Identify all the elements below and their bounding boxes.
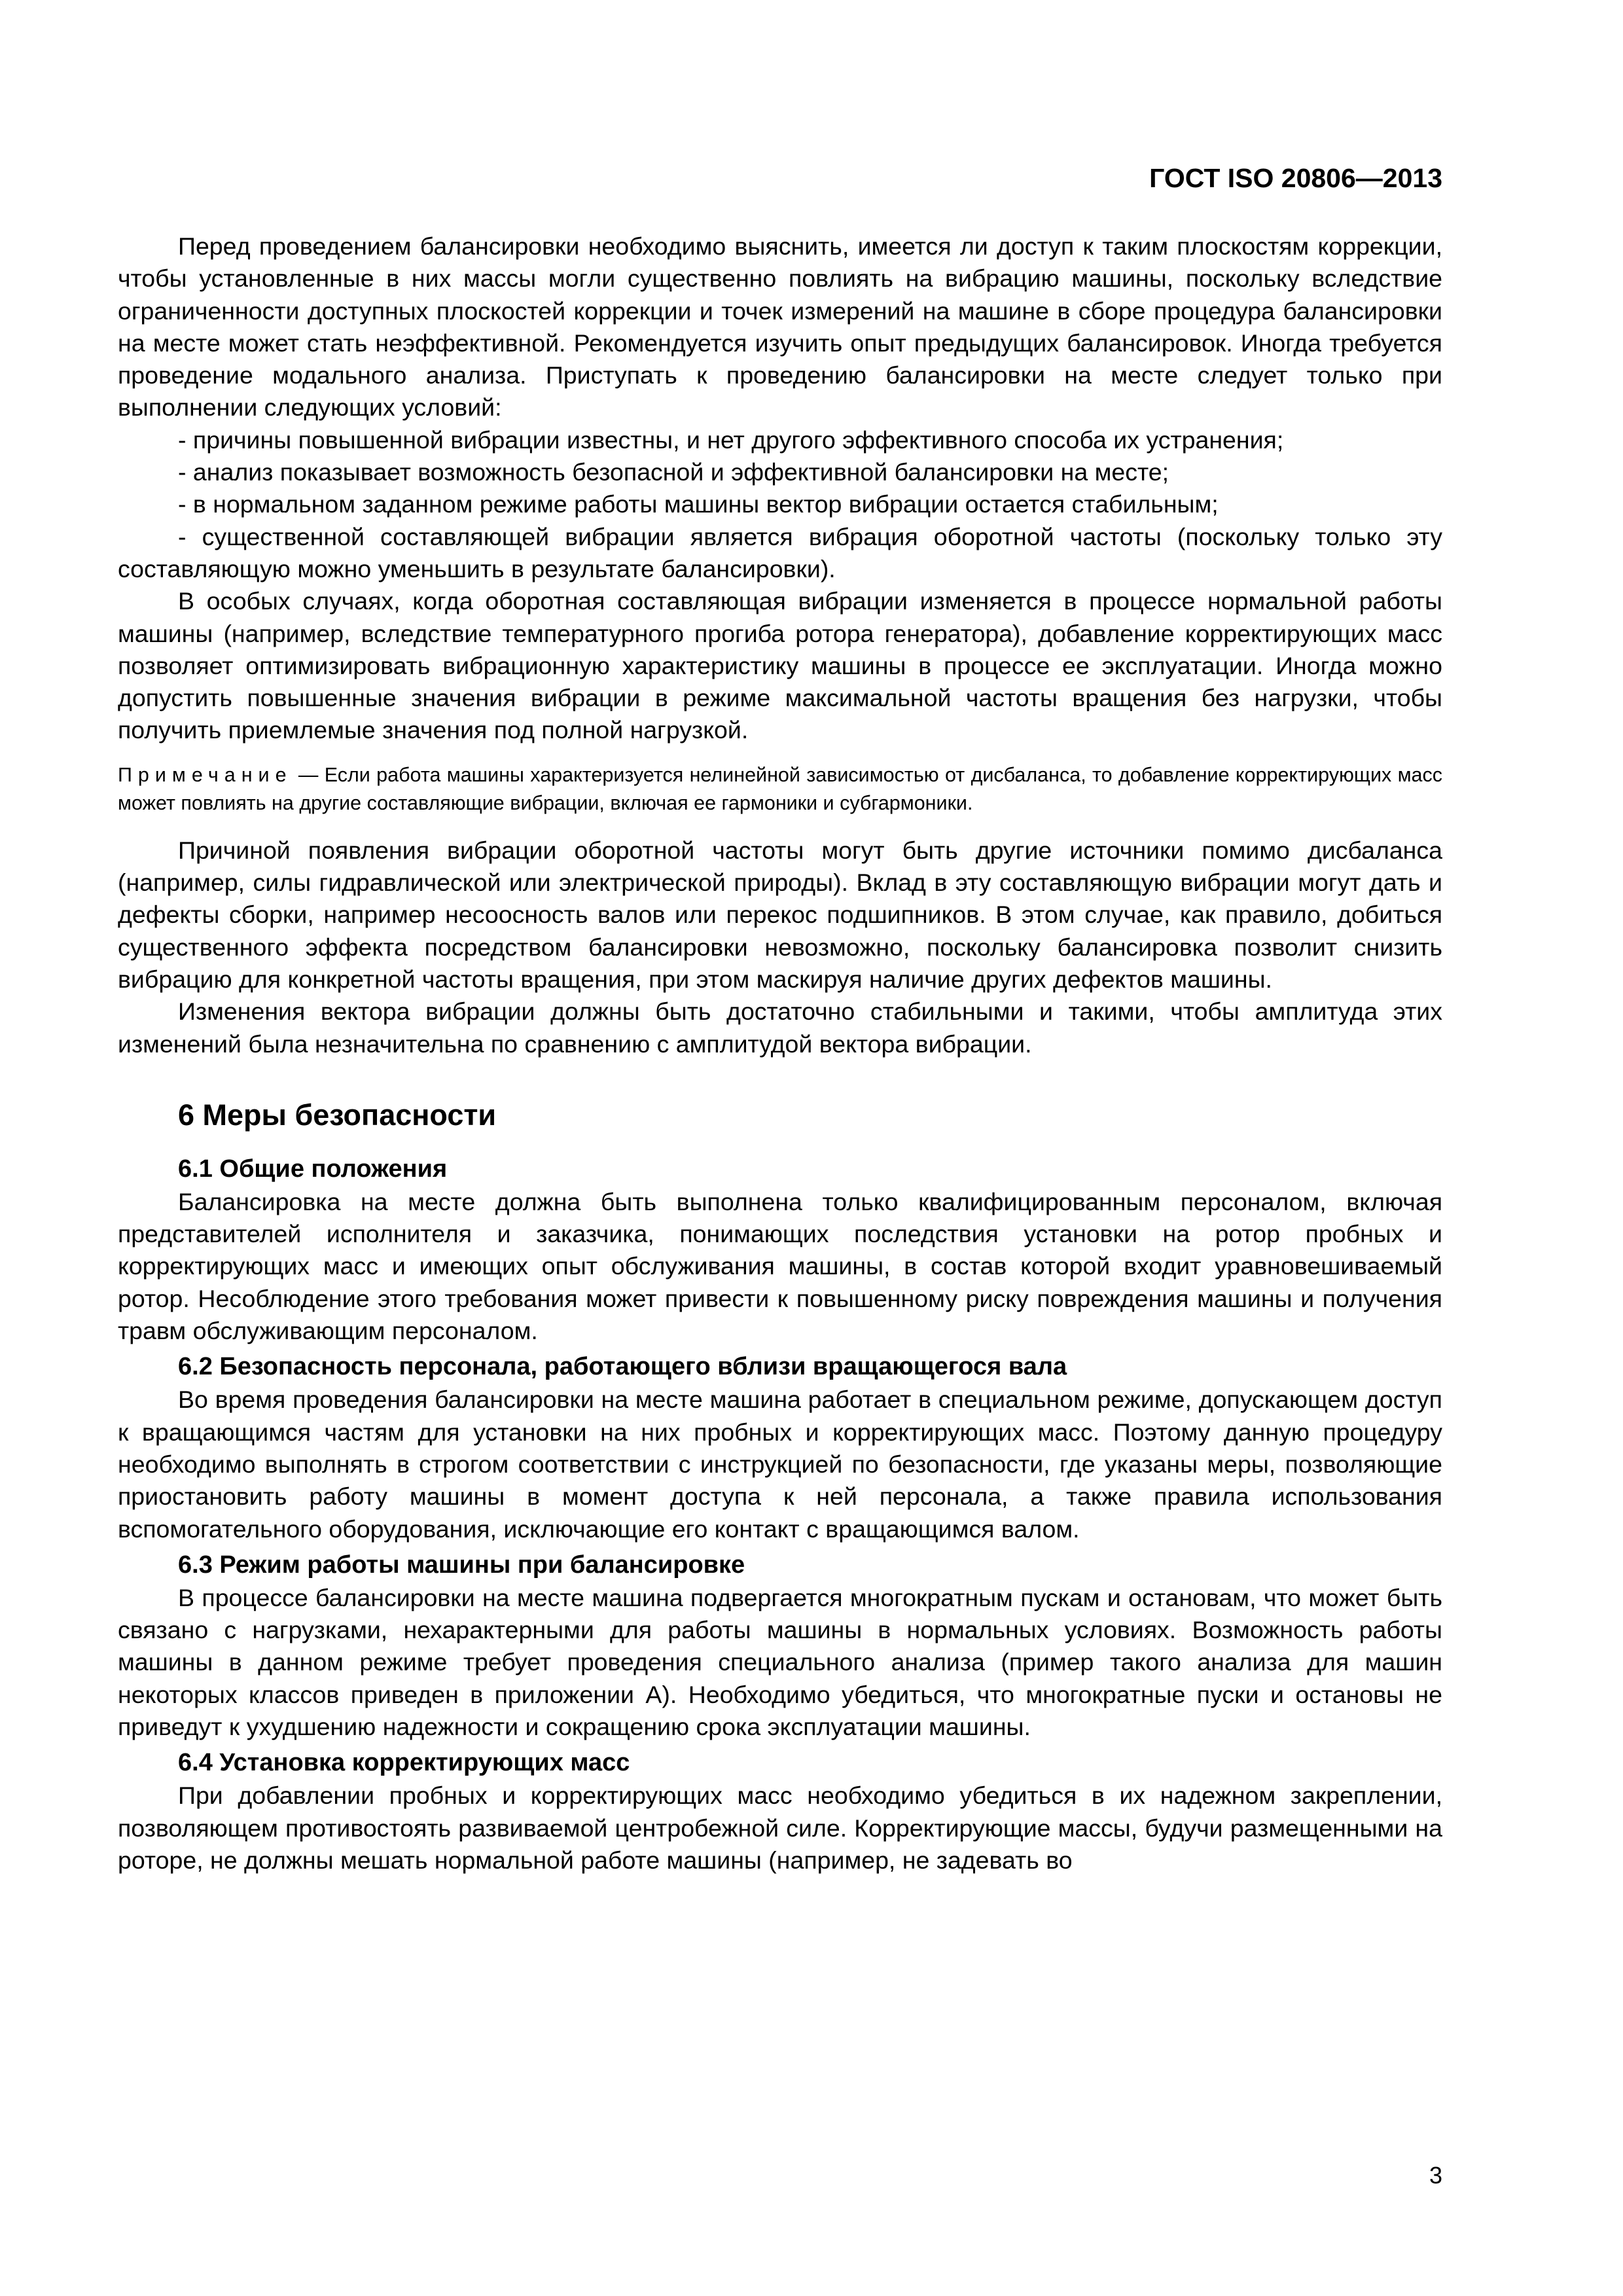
note-text: — Если работа машины характеризуется нелинейной зависимостью от дисбаланса, то добавление корректирующих масс может повлиять на другие составляющие вибрации, включая ее гармоники и субгармоники. bbox=[118, 763, 1442, 814]
subsection-6-2-text: Во время проведения балансировки на месте машина работает в специальном режиме, допускающем доступ к вращающимся частям для установки на них пробных и корректирующих масс. Поэтому данную процедуру необходимо выполнять в строгом соответствии с инструкцией по безопасности, где указаны меры, позволяющие приостановить работу машины в момент доступа к ней персонала, а также правила использования вспомогательного оборудования, исключающие его контакт с вращающимся валом. bbox=[118, 1386, 1442, 1543]
standard-header: ГОСТ ISO 20806—2013 bbox=[1149, 163, 1442, 193]
condition-item: - анализ показывает возможность безопасной и эффективной балансировки на месте; bbox=[178, 458, 1169, 486]
note-label: Примечание bbox=[118, 763, 293, 786]
intro-paragraph-4: Изменения вектора вибрации должны быть достаточно стабильными и такими, чтобы амплитуда этих изменений была незначительна по сравнению с амплитудой вектора вибрации. bbox=[118, 997, 1442, 1058]
condition-item: - причины повышенной вибрации известны, и нет другого эффективного способа их устранения; bbox=[178, 425, 1284, 454]
subsection-6-1-title: 6.1 Общие положения bbox=[178, 1155, 448, 1183]
note bbox=[118, 761, 1442, 817]
intro-paragraph-2: В особых случаях, когда оборотная составляющая вибрации изменяется в процессе нормальной работы машины (например, вследствие температурного прогиба ротора генератора), добавление корректирующих масс позволяет оптимизировать вибрационную характеристику машины в процессе ее эксплуатации. Иногда можно допустить повышенные значения вибрации в режиме максимальной частоты вращения без нагрузки, чтобы получить приемлемые значения под полной нагрузкой. bbox=[118, 587, 1442, 744]
section-6-title: 6 Меры безопасности bbox=[178, 1098, 497, 1132]
document-body bbox=[118, 230, 1442, 1876]
subsection-6-4-text: При добавлении пробных и корректирующих масс необходимо убедиться в их надежном закреплении, позволяющем противостоять развиваемой центробежной силе. Корректирующие массы, будучи размещенными на роторе, не должны мешать нормальной работе машины (например, не задевать во bbox=[118, 1782, 1442, 1874]
subsection-6-3-text: В процессе балансировки на месте машина подвергается многократным пускам и остановам, что может быть связано с нагрузками, нехарактерными для работы машины в нормальных условиях. Возможность работы машины в данном режиме требует проведения специального анализа (пример такого анализа для машин некоторых классов приведен в приложении А). Необходимо убедиться, что многократные пуски и остановы не приведут к ухудшению надежности и сокращению срока эксплуатации машины. bbox=[118, 1583, 1442, 1740]
intro-paragraph-3: Причиной появления вибрации оборотной частоты могут быть другие источники помимо дисбаланса (например, силы гидравлической или электрической природы). Вклад в эту составляющую вибрации могут дать и дефекты сборки, например несоосность валов или перекос подшипников. В этом случае, как правило, добиться существенного эффекта посредством балансировки невозможно, поскольку балансировка позволит снизить вибрацию для конкретной частоты вращения, при этом маскируя наличие других дефектов машины. bbox=[118, 836, 1442, 993]
subsection-6-3-title: 6.3 Режим работы машины при балансировке bbox=[178, 1551, 745, 1579]
page-number: 3 bbox=[1429, 2162, 1442, 2189]
intro-paragraph-1: Перед проведением балансировки необходимо выяснить, имеется ли доступ к таким плоскостям коррекции, чтобы установленные в них массы могли существенно повлиять на вибрацию машины, поскольку вследствие ограниченности доступных плоскостей коррекции и точек измерений на машине в сборе процедура балансировки на месте может стать неэффективной. Рекомендуется изучить опыт предыдущих балансировок. Иногда требуется проведение модального анализа. Приступать к проведению балансировки на месте следует только при выполнении следующих условий: bbox=[118, 232, 1442, 422]
subsection-6-4-title: 6.4 Установка корректирующих масс bbox=[178, 1749, 630, 1777]
subsection-6-2-title: 6.2 Безопасность персонала, работающего вблизи вращающегося вала bbox=[178, 1353, 1067, 1381]
subsection-6-1-text: Балансировка на месте должна быть выполнена только квалифицированным персоналом, включая представителей исполнителя и заказчика, понимающих последствия установки на ротор пробных и корректирующих масс и имеющих опыт обслуживания машины, в состав которой входит уравновешиваемый ротор. Несоблюдение этого требования может привести к повышенному риску повреждения машины и получения травм обслуживающим персоналом. bbox=[118, 1187, 1442, 1345]
condition-item: - существенной составляющей вибрации является вибрация оборотной частоты (поскольку только эту составляющую можно уменьшить в результате балансировки). bbox=[118, 522, 1442, 583]
condition-item: - в нормальном заданном режиме работы машины вектор вибрации остается стабильным; bbox=[178, 490, 1219, 518]
conditions-list bbox=[118, 424, 1442, 585]
